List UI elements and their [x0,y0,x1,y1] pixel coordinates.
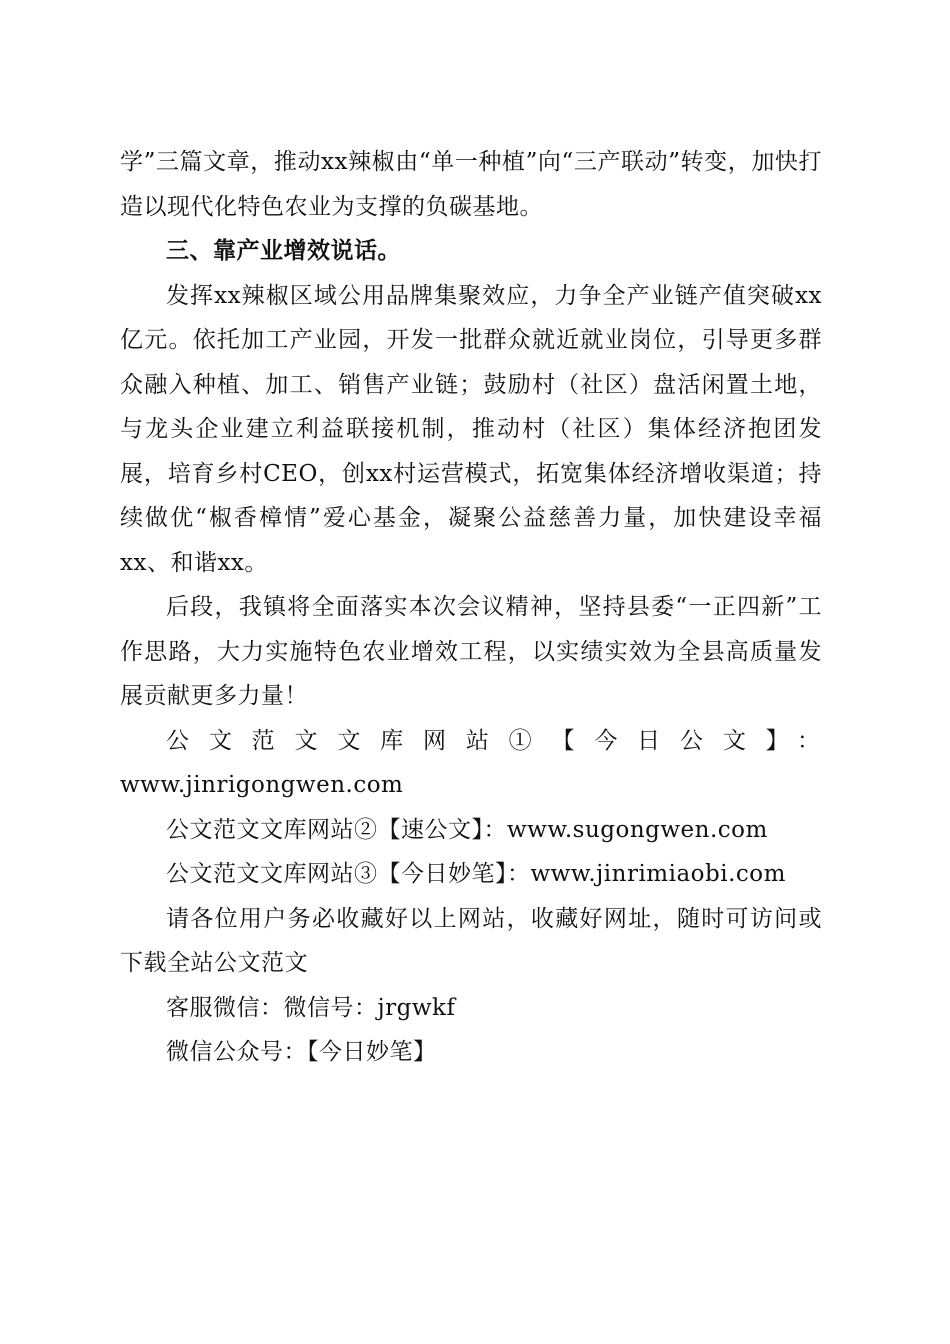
customer-service-wechat: 客服微信：微信号：jrgwkf [166,994,456,1021]
website-2-line[interactable]: 公文范文文库网站②【速公文】：www.sugongwen.com [166,816,768,843]
website-1-label: 公文范文文库网站①【今日公文】： [166,727,822,754]
website-1-url[interactable]: www.jinrigongwen.com [120,772,404,798]
section-heading-3: 三、靠产业增效说话。 [166,238,401,264]
website-3-line[interactable]: 公文范文文库网站③【今日妙笔】：www.jinrimiaobi.com [166,861,786,887]
bookmark-notice: 请各位用户务必收藏好以上网站，收藏好网址，随时可访问或下载全站公文范文 [120,905,822,976]
paragraph-conclusion: 后段，我镇将全面落实本次会议精神，坚持县委“一正四新”工作思路，大力实施特色农业增效工程，以实绩实效为全县高质量发展贡献更多力量！ [120,594,822,709]
document-body [120,140,822,1075]
paragraph-industry: 发挥xx辣椒区域公用品牌集聚效应，力争全产业链产值突破xx亿元。依托加工产业园，开发一批群众就近就业岗位，引导更多群众融入种植、加工、销售产业链；鼓励村（社区）盘活闲置土地，与龙头企业建立利益联接机制，推动村（社区）集体经济抱团发展，培育乡村CEO，创xx村运营模式，拓宽集体经济增收渠道；持续做优“椒香樟情”爱心基金，凝聚公益慈善力量，加快建设幸福xx、和谐xx。 [120,282,822,576]
wechat-official-account: 微信公众号：【今日妙笔】 [166,1039,437,1065]
paragraph-continuation: 学”三篇文章，推动xx辣椒由“单一种植”向“三产联动”转变，加快打造以现代化特色农业为支撑的负碳基地。 [120,149,822,220]
